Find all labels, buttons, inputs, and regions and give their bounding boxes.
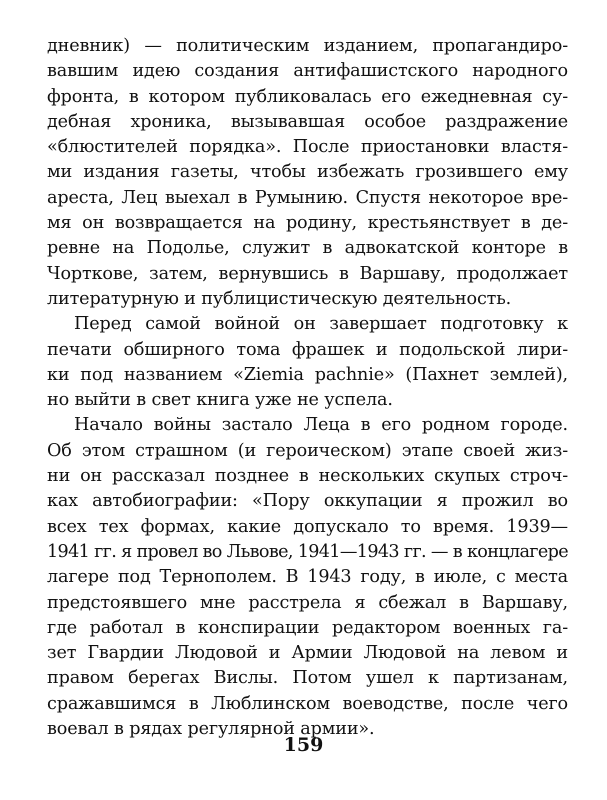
text-line: вавшим идею создания антифашистского народного — [47, 61, 568, 82]
paragraph — [47, 34, 568, 312]
text-line: дневник) — политическим изданием, пропагандиро- — [47, 36, 568, 56]
text-line: Перед самой войной он завершает подготовку к — [74, 314, 568, 335]
text-line: ми издания газеты, чтобы избежать грозившего ему — [47, 162, 568, 183]
text-line: ареста, Лец выехал в Румынию. Спустя некоторое вре- — [47, 187, 568, 208]
text-line: мя он возвращается на родину, крестьянствует в де- — [47, 213, 568, 234]
text-line: литературную и публицистическую деятельность. — [47, 288, 512, 309]
text-line: ни он рассказал позднее в нескольких скупых строч- — [47, 466, 568, 487]
text-line: фронта, в котором публиковалась его ежедневная су- — [47, 86, 568, 107]
text-line: «блюстителей порядка». После приостановки властя- — [47, 137, 568, 158]
text-line: где работал в конспирации редактором военных га- — [47, 617, 568, 638]
text-line: ревне на Подолье, служит в адвокатской конторе в — [47, 238, 568, 259]
text-line: ках автобиографии: «Пору оккупации я прожил во — [47, 491, 568, 512]
paragraph — [47, 413, 568, 742]
text-line: лагере под Тернополем. В 1943 году, в июле, с места — [47, 567, 568, 588]
page-number: 159 — [283, 734, 324, 756]
text-line: зет Гвардии Людовой и Армии Людовой на левом и — [47, 643, 568, 664]
text-line: предстоявшего мне расстрела я сбежал в Варшаву, — [47, 592, 568, 613]
text-line: но выйти в свет книга уже не успела. — [47, 390, 393, 411]
text-line: всех тех формах, какие допускало то время. 1939— — [47, 516, 568, 537]
text-line: дебная хроника, вызывавшая особое раздражение — [47, 111, 568, 132]
text-line: сражавшимся в Люблинском воеводстве, после чего — [47, 693, 568, 714]
paragraph — [47, 312, 568, 413]
text-line: ки под названием «Ziemia pachnie» (Пахнет землей), — [47, 364, 568, 385]
text-line: 1941 гг. я провел во Львове, 1941—1943 гг. — в концлагере — [47, 541, 568, 562]
text-line: Об этом страшном (и героическом) этапе своей жиз- — [47, 440, 568, 461]
text-line: Начало войны застало Леца в его родном городе. — [74, 415, 568, 436]
text-line: правом берегах Вислы. Потом ушел к партизанам, — [47, 668, 568, 689]
text-line: печати обширного тома фрашек и подольской лири- — [47, 339, 568, 360]
text-line: воевал в рядах регулярной армии». — [47, 719, 375, 740]
text-line: Чорткове, затем, вернувшись в Варшаву, продолжает — [47, 263, 568, 284]
body-text — [47, 34, 568, 742]
